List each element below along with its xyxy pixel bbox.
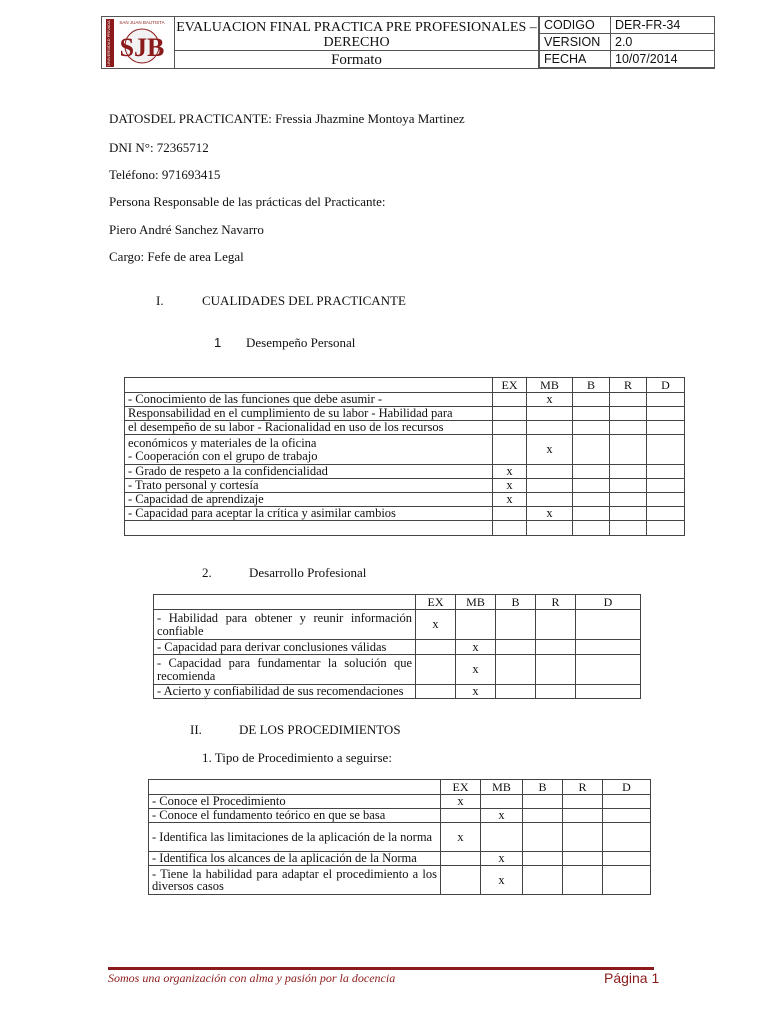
intern-dni-line: DNI N°: 72365712	[109, 140, 209, 155]
subsection-2-number: 2.	[202, 565, 212, 580]
grade-cell-d	[603, 866, 651, 895]
criterion-text: - Capacidad de aprendizaje	[125, 493, 493, 507]
grade-header-b: B	[523, 780, 563, 795]
grade-cell-mb: x	[527, 435, 573, 465]
grade-cell-b	[523, 809, 563, 823]
grade-cell-ex	[441, 852, 481, 866]
procedure-row	[149, 852, 651, 866]
grade-cell-ex: x	[441, 795, 481, 809]
grade-cell-r	[563, 852, 603, 866]
grade-cell-ex: x	[493, 493, 527, 507]
criterion-text: - Habilidad para obtener y reunir información confiable	[154, 610, 416, 640]
grade-header-row	[149, 780, 651, 795]
professional-development-table	[153, 594, 641, 699]
grade-cell-d	[603, 809, 651, 823]
grade-cell-d	[647, 407, 685, 421]
performance-row	[125, 421, 685, 435]
grade-cell-r	[563, 823, 603, 852]
grade-header-mb: MB	[481, 780, 523, 795]
criterion-text: - Tiene la habilidad para adaptar el procedimiento a los diversos casos	[149, 866, 441, 895]
header-empty-cell	[149, 780, 441, 795]
grade-header-b: B	[573, 378, 610, 393]
grade-cell-mb	[527, 479, 573, 493]
section-2-title: DE LOS PROCEDIMIENTOS	[239, 722, 401, 737]
performance-row	[125, 493, 685, 507]
meta-value: 2.0	[611, 34, 715, 51]
section-1-title: CUALIDADES DEL PRACTICANTE	[202, 293, 406, 308]
grade-cell-ex	[416, 685, 456, 699]
grade-cell-b	[573, 479, 610, 493]
procedure-row	[149, 823, 651, 852]
meta-value: 10/07/2014	[611, 51, 715, 68]
section-1-number: I.	[156, 293, 164, 308]
performance-row	[125, 465, 685, 479]
header-empty-cell	[125, 378, 493, 393]
grade-cell-b	[523, 795, 563, 809]
grade-cell-r	[610, 393, 647, 407]
grade-cell-b	[523, 852, 563, 866]
grade-cell-ex	[493, 435, 527, 465]
subsection-1-number: 1	[214, 335, 222, 350]
grade-cell-d	[647, 493, 685, 507]
grade-header-ex: EX	[416, 595, 456, 610]
grade-cell-b	[573, 393, 610, 407]
grade-cell-ex	[416, 640, 456, 655]
grade-header-r: R	[610, 378, 647, 393]
grade-cell-b	[573, 407, 610, 421]
procedure-type-title: 1. Tipo de Procedimiento a seguirse:	[202, 750, 392, 765]
grade-header-ex: EX	[493, 378, 527, 393]
document-title: EVALUACION FINAL PRACTICA PRE PROFESIONALES – DERECHO	[175, 16, 539, 51]
document-subtitle: Formato	[175, 51, 539, 69]
grade-cell-ex	[416, 655, 456, 685]
grade-cell-d	[576, 655, 641, 685]
header-empty-cell	[154, 595, 416, 610]
responsible-label: Persona Responsable de las prácticas del Practicante:	[109, 194, 386, 209]
grade-cell-d	[647, 507, 685, 521]
meta-row	[540, 51, 715, 68]
procedure-row	[149, 866, 651, 895]
grade-cell-mb	[527, 493, 573, 507]
meta-row	[540, 17, 715, 34]
grade-header-mb: MB	[527, 378, 573, 393]
grade-cell-r	[563, 809, 603, 823]
grade-cell-b	[523, 823, 563, 852]
grade-cell-b	[496, 610, 536, 640]
criterion-text: - Trato personal y cortesía	[125, 479, 493, 493]
performance-row	[125, 507, 685, 521]
grade-cell-d	[576, 640, 641, 655]
grade-cell-b	[573, 521, 610, 536]
performance-row	[125, 521, 685, 536]
grade-cell-b	[496, 685, 536, 699]
university-logo	[101, 16, 175, 69]
grade-cell-b	[573, 421, 610, 435]
grade-cell-ex: x	[416, 610, 456, 640]
criterion-text: económicos y materiales de la oficina - Cooperación con el grupo de trabajo	[125, 435, 493, 465]
grade-cell-r	[563, 866, 603, 895]
procedure-row	[149, 809, 651, 823]
grade-cell-r	[610, 435, 647, 465]
grade-cell-r	[536, 640, 576, 655]
grade-header-mb: MB	[456, 595, 496, 610]
subsection-1-title: Desempeño Personal	[246, 335, 356, 350]
section-2-number: II.	[190, 722, 202, 737]
responsible-name: Piero André Sanchez Navarro	[109, 222, 264, 237]
grade-header-d: D	[576, 595, 641, 610]
personal-performance-table	[124, 377, 685, 536]
criterion-text	[125, 521, 493, 536]
grade-header-r: R	[563, 780, 603, 795]
criterion-text: - Identifica las limitaciones de la aplicación de la norma	[149, 823, 441, 852]
grade-cell-ex	[493, 407, 527, 421]
grade-cell-ex: x	[493, 479, 527, 493]
criterion-text: - Identifica los alcances de la aplicación de la Norma	[149, 852, 441, 866]
grade-header-row	[125, 378, 685, 393]
grade-cell-mb: x	[527, 507, 573, 521]
grade-cell-mb: x	[456, 640, 496, 655]
grade-cell-d	[647, 393, 685, 407]
grade-cell-r	[610, 521, 647, 536]
development-row	[154, 655, 641, 685]
grade-cell-mb: x	[481, 852, 523, 866]
performance-row	[125, 479, 685, 493]
grade-cell-ex: x	[441, 823, 481, 852]
meta-key: VERSION	[540, 34, 611, 51]
criterion-text: - Conoce el Procedimiento	[149, 795, 441, 809]
grade-cell-mb	[527, 521, 573, 536]
document-meta-table	[539, 16, 715, 68]
grade-cell-r	[610, 493, 647, 507]
grade-header-d: D	[603, 780, 651, 795]
logo-letters: SJB	[119, 32, 164, 62]
grade-cell-r	[610, 507, 647, 521]
sjb-logo-icon	[106, 19, 170, 67]
grade-cell-ex	[493, 393, 527, 407]
grade-cell-r	[536, 685, 576, 699]
grade-cell-r	[610, 421, 647, 435]
criterion-text: - Acierto y confiabilidad de sus recomendaciones	[154, 685, 416, 699]
grade-cell-d	[603, 795, 651, 809]
subsection-2-title: Desarrollo Profesional	[249, 565, 367, 580]
footer-motto: Somos una organización con alma y pasión por la docencia	[108, 971, 396, 985]
footer-divider	[108, 967, 654, 970]
grade-cell-b	[523, 866, 563, 895]
grade-cell-r	[610, 465, 647, 479]
logo-side-text: UNIVERSIDAD PRIVADA	[105, 19, 111, 66]
performance-row	[125, 393, 685, 407]
meta-key: FECHA	[540, 51, 611, 68]
page-number: Página 1	[604, 970, 660, 986]
grade-header-r: R	[536, 595, 576, 610]
grade-cell-ex	[493, 521, 527, 536]
grade-cell-d	[647, 521, 685, 536]
grade-cell-b	[496, 655, 536, 685]
grade-cell-d	[603, 852, 651, 866]
grade-cell-mb: x	[481, 809, 523, 823]
grade-cell-ex	[493, 421, 527, 435]
development-row	[154, 640, 641, 655]
grade-cell-d	[647, 479, 685, 493]
grade-cell-b	[573, 435, 610, 465]
intern-name-line: DATOSDEL PRACTICANTE: Fressia Jhazmine Montoya Martinez	[109, 111, 465, 126]
grade-cell-r	[610, 479, 647, 493]
grade-cell-mb	[527, 407, 573, 421]
meta-row	[540, 34, 715, 51]
grade-cell-ex: x	[493, 465, 527, 479]
grade-cell-d	[576, 610, 641, 640]
development-row	[154, 685, 641, 699]
grade-cell-d	[647, 421, 685, 435]
procedures-table	[148, 779, 651, 895]
meta-key: CODIGO	[540, 17, 611, 34]
criterion-text: - Conoce el fundamento teórico en que se basa	[149, 809, 441, 823]
criterion-text: - Conocimiento de las funciones que debe asumir -	[125, 393, 493, 407]
grade-cell-mb: x	[481, 866, 523, 895]
grade-cell-b	[496, 640, 536, 655]
grade-cell-r	[536, 655, 576, 685]
grade-cell-r	[536, 610, 576, 640]
grade-cell-mb: x	[456, 655, 496, 685]
intern-position-line: Cargo: Fefe de area Legal	[109, 249, 244, 264]
grade-cell-b	[573, 465, 610, 479]
criterion-text: - Capacidad para aceptar la crítica y asimilar cambios	[125, 507, 493, 521]
grade-cell-d	[647, 435, 685, 465]
performance-row	[125, 435, 685, 465]
grade-cell-mb: x	[527, 393, 573, 407]
criterion-text: - Capacidad para derivar conclusiones válidas	[154, 640, 416, 655]
procedure-row	[149, 795, 651, 809]
grade-cell-ex	[441, 866, 481, 895]
grade-cell-d	[603, 823, 651, 852]
grade-cell-mb	[481, 795, 523, 809]
grade-cell-r	[563, 795, 603, 809]
grade-cell-d	[576, 685, 641, 699]
grade-header-b: B	[496, 595, 536, 610]
intern-phone-line: Teléfono: 971693415	[109, 167, 221, 182]
meta-value: DER-FR-34	[611, 17, 715, 34]
grade-cell-r	[610, 407, 647, 421]
grade-cell-b	[573, 493, 610, 507]
criterion-text: Responsabilidad en el cumplimiento de su labor - Habilidad para	[125, 407, 493, 421]
grade-cell-mb	[481, 823, 523, 852]
criterion-text: - Capacidad para fundamentar la solución que recomienda	[154, 655, 416, 685]
grade-cell-d	[647, 465, 685, 479]
logo-caption: SAN JUAN BAUTISTA	[118, 19, 165, 25]
grade-cell-mb	[527, 421, 573, 435]
grade-header-row	[154, 595, 641, 610]
criterion-text: - Grado de respeto a la confidencialidad	[125, 465, 493, 479]
grade-cell-mb: x	[456, 685, 496, 699]
grade-cell-b	[573, 507, 610, 521]
grade-cell-mb	[456, 610, 496, 640]
criterion-text: el desempeño de su labor - Racionalidad en uso de los recursos	[125, 421, 493, 435]
grade-cell-mb	[527, 465, 573, 479]
grade-cell-ex	[441, 809, 481, 823]
grade-header-ex: EX	[441, 780, 481, 795]
development-row	[154, 610, 641, 640]
grade-cell-ex	[493, 507, 527, 521]
grade-header-d: D	[647, 378, 685, 393]
performance-row	[125, 407, 685, 421]
